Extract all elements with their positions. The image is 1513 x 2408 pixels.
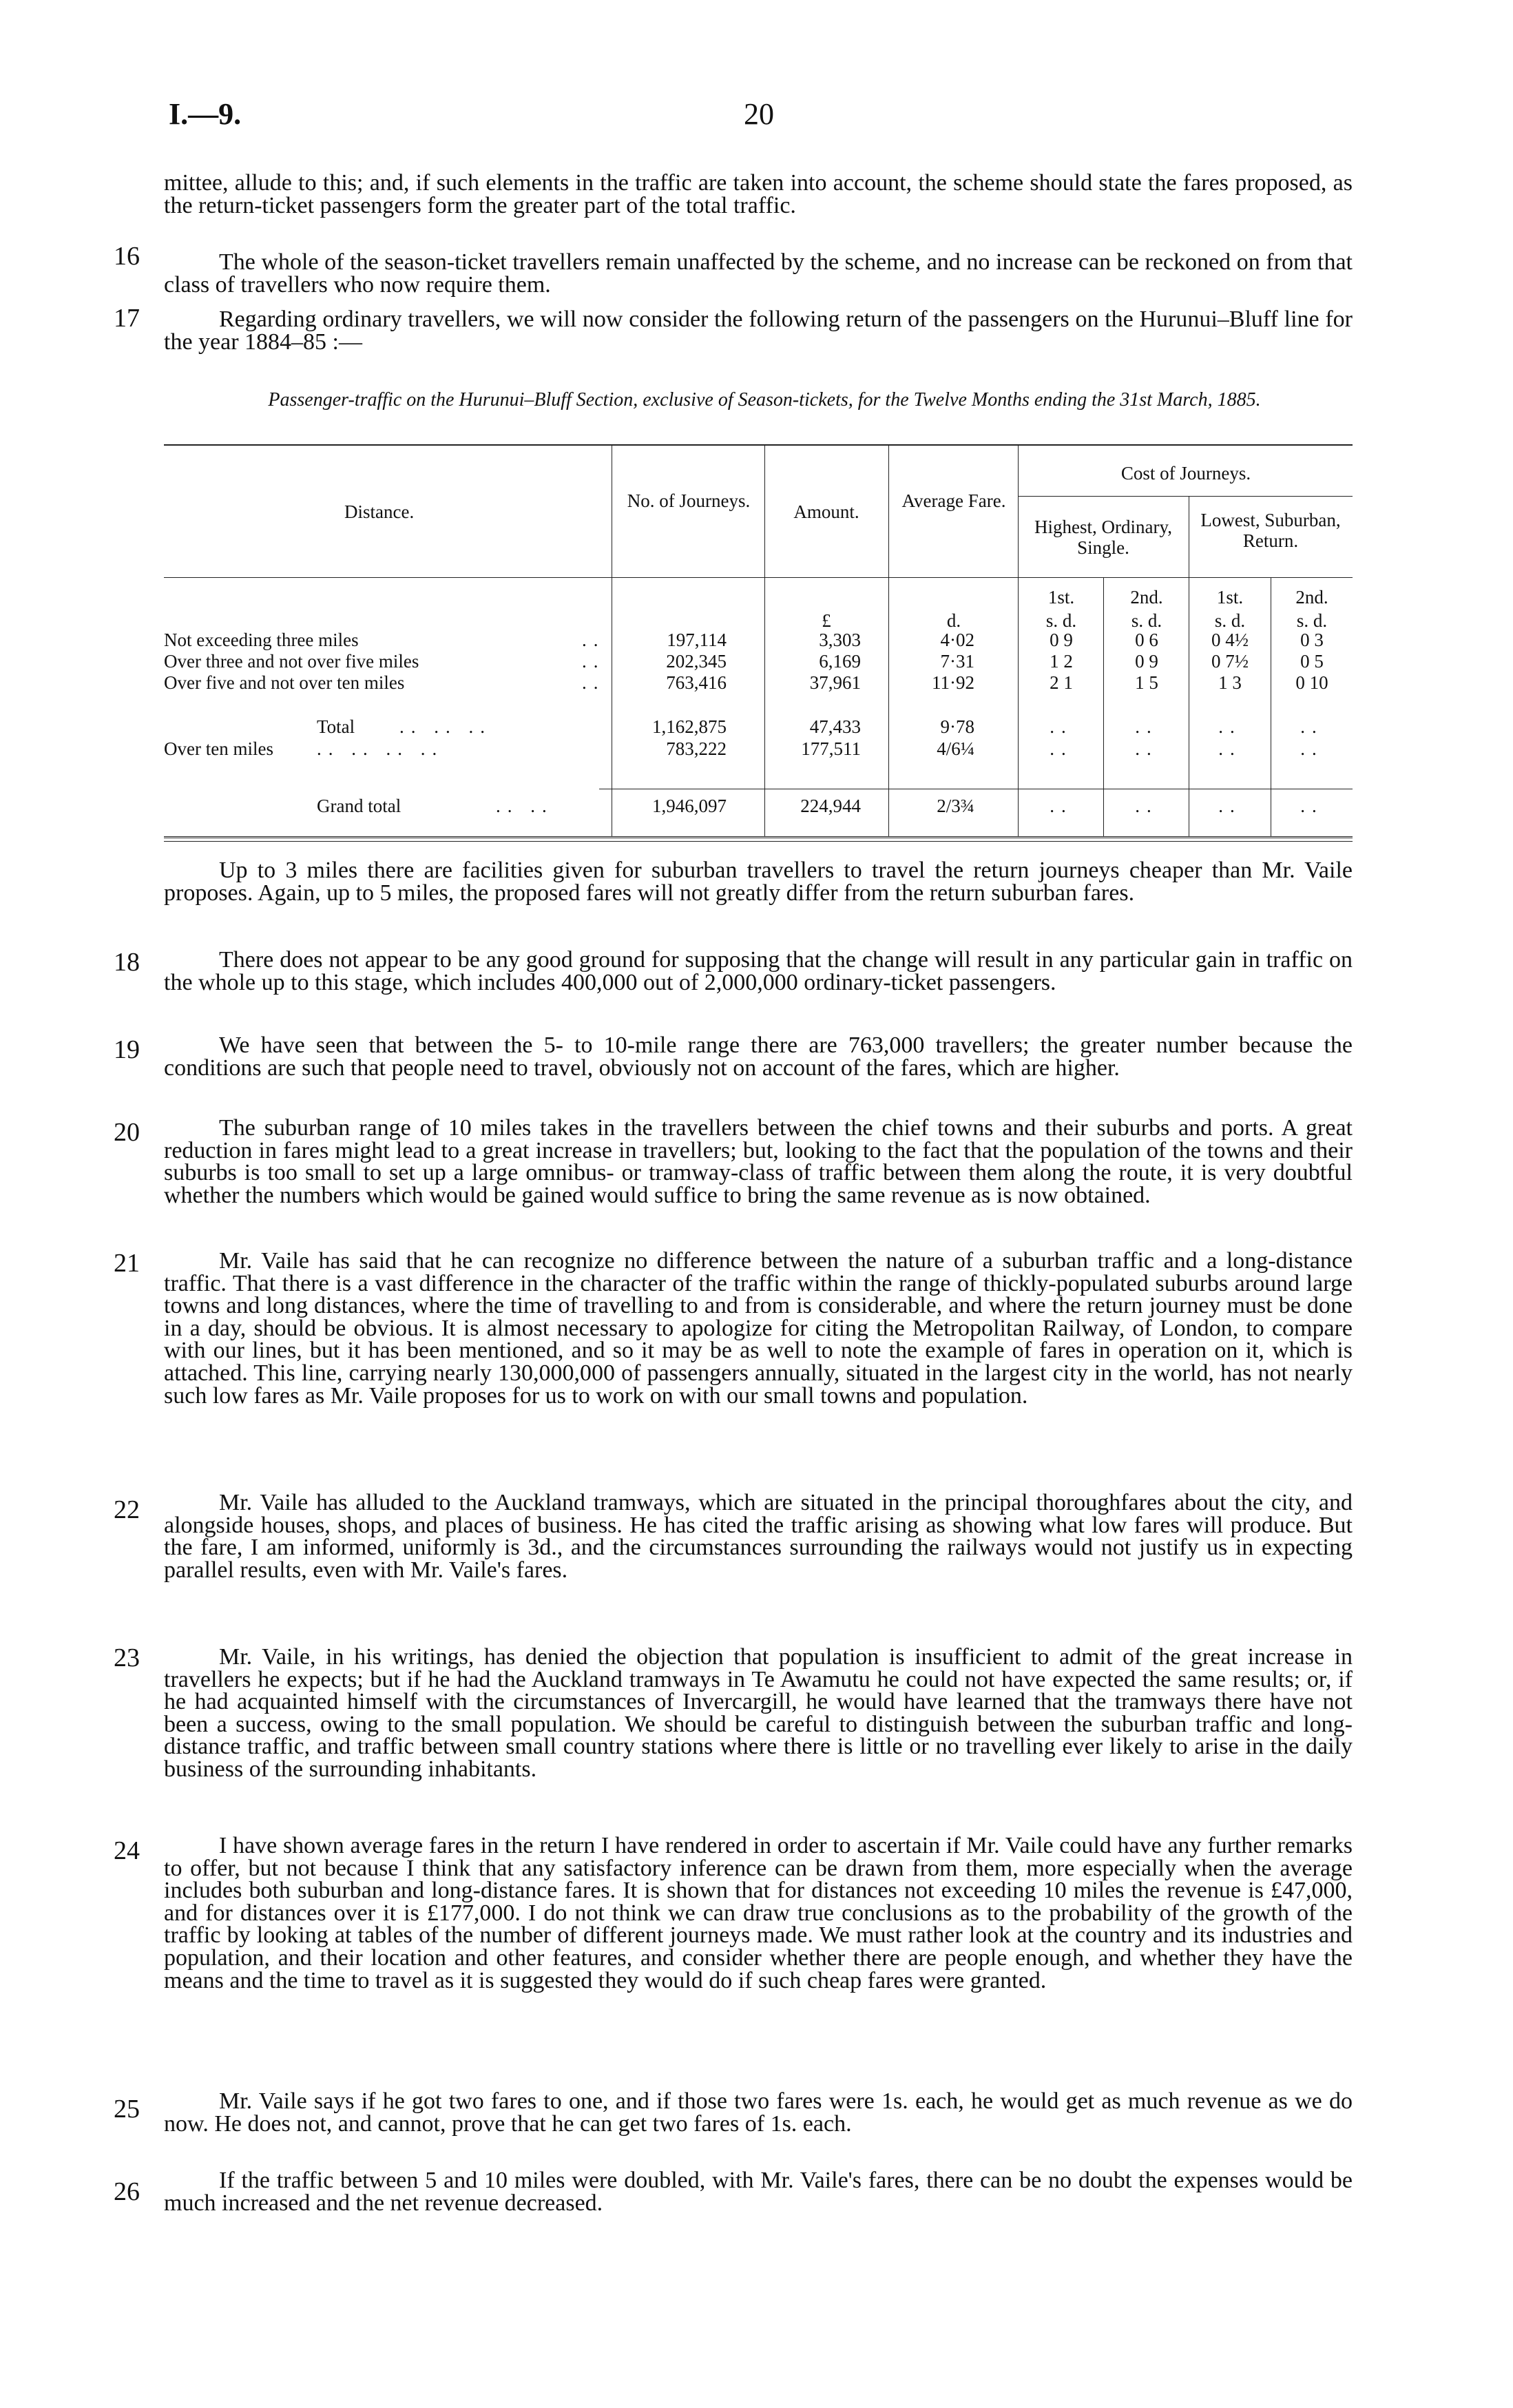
paragraph-18: [164, 949, 1353, 994]
header-first-class: 1st.: [1216, 587, 1244, 608]
paragraph-text: mittee, allude to this; and, if such elements in the traffic are taken into account, the scheme should state the fares proposed, as the return-ticket passengers form the greater part of the total traffic.: [164, 170, 1353, 218]
table-column-divider: [888, 444, 889, 837]
header-lowest: Lowest, Suburban, Return.: [1200, 510, 1341, 551]
cell-journeys: 1,162,875: [652, 716, 727, 737]
row-label: Over ten miles: [164, 738, 273, 759]
leader-dots: .. .. ..: [399, 716, 492, 737]
paragraph-number: 26: [114, 2177, 140, 2206]
paragraph-17: [164, 309, 1353, 353]
paragraph-number: 23: [114, 1643, 140, 1672]
cell-lowest-2nd: 0 5: [1300, 651, 1324, 672]
page-number: 20: [744, 97, 774, 131]
cell-highest-1st: 0 9: [1050, 630, 1073, 650]
cell-journeys: 202,345: [666, 651, 727, 672]
cell-journeys: 1,946,097: [652, 796, 727, 816]
cell-journeys: 783,222: [666, 738, 727, 759]
unit-sd: s. d.: [1045, 610, 1077, 631]
cell-amount: 3,303: [819, 630, 861, 650]
row-label: Grand total: [317, 796, 401, 816]
cell-journeys: 197,114: [667, 630, 727, 650]
cell-average: 2/3¾: [937, 796, 974, 816]
cost-header-rule: [1018, 496, 1353, 497]
cell-empty: ..: [1218, 738, 1242, 759]
paragraph-number: 25: [114, 2095, 140, 2124]
cell-empty: ..: [1300, 796, 1324, 816]
header-first-class: 1st.: [1047, 587, 1075, 608]
paragraph-16: [164, 251, 1353, 296]
cell-amount: 224,944: [800, 796, 861, 816]
cell-amount: 37,961: [809, 672, 861, 693]
paragraph-17-cont: [164, 860, 1353, 904]
paragraph-text: Mr. Vaile, in his writings, has denied the objection that population is insufficient to admit of the great increase in travellers he expects; but if he had the Auckland tramways in Te Awamutu he could not have expected the same results; or, if he had acquainted himself with the circumstances of Invercargill, he would have learned that the tramways there have not been a success, owing to the small population. We should be careful to distinguish between the suburban traffic and long-distance traffic, and traffic between small country stations where there is little or no travelling ever likely to arise in the daily business of the surrounding inhabitants.: [164, 1644, 1353, 1782]
paragraph-number: 21: [114, 1249, 140, 1278]
header-cost-of-journeys: Cost of Journeys.: [1120, 463, 1251, 484]
paragraph-26: [164, 2170, 1353, 2214]
paragraph-number: 20: [114, 1118, 140, 1147]
cell-empty: ..: [1135, 716, 1158, 737]
paragraph-25: [164, 2090, 1353, 2135]
paragraph-text: We have seen that between the 5- to 10-mile range there are 763,000 travellers; the greater number because the conditions are such that people need to travel, obviously not on account of the fares, which are higher.: [164, 1032, 1353, 1081]
paragraph-text: Mr. Vaile has said that he can recognize no difference between the nature of a suburban traffic and a long-distance traffic. That there is a vast difference in the character of the traffic within the range of thickly-populated suburbs around large towns and long distances, where the time of travelling to and from is considerable, and where the return journey must be done in a day, should be obvious. It is almost necessary to apologize for citing the Metropolitan Railway, of London, to compare with our lines, but it has been mentioned, and so it may be as well to note the example of fares in operation on it, which is attached. This line, carrying nearly 130,000,000 of passengers annually, situated in the largest city in the world, has not nearly such low fares as Mr. Vaile proposes for us to work on with our small towns and population.: [164, 1248, 1353, 1409]
series-code: I.—9.: [169, 97, 242, 131]
cell-highest-2nd: 1 5: [1135, 672, 1158, 693]
cell-highest-1st: 2 1: [1050, 672, 1073, 693]
cell-lowest-2nd: 0 3: [1300, 630, 1324, 650]
header-distance: Distance.: [344, 501, 415, 522]
leader-dots: ..: [582, 630, 605, 650]
unit-sd: s. d.: [1131, 610, 1162, 631]
paragraph-number: 17: [114, 304, 140, 333]
header-journeys: No. of Journeys.: [627, 490, 751, 511]
paragraph-text: I have shown average fares in the return I have rendered in order to ascertain if Mr. Vaile could have any further remarks to offer, but not because I think that any satisfactory inference can be drawn from them, more especially when the average includes both suburban and long-distance fares. It is shown that for distances not exceeding 10 miles the revenue is £47,000, and for distances over it is £177,000. I do not think we can draw true conclusions as to the probability of the growth of the traffic by looking at tables of the number of different journeys made. We must rather look at the country and its industries and population, and their location and other features, and consider whether there are people enough, and whether they have the means and the time to travel as it is suggested they would do if such cheap fares were granted.: [164, 1833, 1353, 1993]
unit-sd: s. d.: [1214, 610, 1246, 631]
unit-pence: d.: [946, 610, 961, 631]
cell-average: 11·92: [932, 672, 974, 693]
cell-average: 9·78: [940, 716, 974, 737]
paragraph-number: 18: [114, 948, 140, 977]
cell-highest-1st: 1 2: [1050, 651, 1073, 672]
paragraph-number: 22: [114, 1495, 140, 1524]
leader-dots: ..: [582, 651, 605, 672]
table-header-rule: [164, 577, 1353, 578]
paragraph-number: 19: [114, 1035, 140, 1064]
cell-lowest-1st: 1 3: [1218, 672, 1242, 693]
cell-empty: ..: [1135, 738, 1158, 759]
cell-empty: ..: [1300, 716, 1324, 737]
header-highest: Highest, Ordinary, Single.: [1034, 517, 1172, 558]
paragraph-number: 16: [114, 242, 140, 271]
row-label: Not exceeding three miles: [164, 630, 359, 650]
row-label: Over three and not over five miles: [164, 651, 419, 672]
row-label: Over five and not over ten miles: [164, 672, 405, 693]
paragraph-text: Mr. Vaile says if he got two fares to one, and if those two fares were 1s. each, he would get as much revenue as we do now. He does not, and cannot, prove that he can get two fares of 1s. each.: [164, 2088, 1353, 2137]
cell-empty: ..: [1135, 796, 1158, 816]
paragraph-20: [164, 1117, 1353, 1207]
leader-dots: ..: [582, 672, 605, 693]
paragraph-text: If the traffic between 5 and 10 miles were doubled, with Mr. Vaile's fares, there can be no doubt the expenses would be much increased and the net revenue decreased.: [164, 2168, 1353, 2216]
unit-pounds: £: [822, 610, 831, 631]
cell-lowest-2nd: 0 10: [1295, 672, 1328, 693]
cell-empty: ..: [1050, 738, 1073, 759]
cell-empty: ..: [1218, 716, 1242, 737]
paragraph-text: The whole of the season-ticket travellers remain unaffected by the scheme, and no increase can be reckoned on from that class of travellers who now require them.: [164, 249, 1353, 298]
table-column-divider: [764, 444, 765, 837]
paragraph-text: There does not appear to be any good ground for supposing that the change will result in any particular gain in traffic on the whole up to this stage, which includes 400,000 out of 2,000,000 ordinary-ticket passengers.: [164, 947, 1353, 995]
paragraph-text: The suburban range of 10 miles takes in the travellers between the chief towns and their suburbs and ports. A great reduction in fares might lead to a great increase in travellers; but, looking to the fact that the population of the towns and their suburbs is too small to set up a large omnibus- or tramway-class of traffic between them along the route, it is very doubtful whether the numbers which would be gained would suffice to bring the same revenue as is now obtained.: [164, 1115, 1353, 1208]
paragraph-continued: [164, 172, 1353, 217]
cell-empty: ..: [1050, 716, 1073, 737]
cell-average: 7·31: [940, 651, 974, 672]
paragraph-text: Mr. Vaile has alluded to the Auckland tramways, which are situated in the principal thoroughfares about the city, and alongside houses, shops, and places of business. He has cited the traffic arising as showing what low fares will produce. But the fare, I am informed, uniformly is 3d., and the circumstances surrounding the railways would not justify us in expecting parallel results, even with Mr. Vaile's fares.: [164, 1490, 1353, 1583]
cell-highest-2nd: 0 6: [1135, 630, 1158, 650]
table-column-divider: [1103, 577, 1104, 837]
cell-amount: 47,433: [809, 716, 861, 737]
cell-lowest-1st: 0 4½: [1211, 630, 1249, 650]
header-second-class: 2nd.: [1130, 587, 1163, 608]
header-average-fare: Average Fare.: [901, 490, 1006, 511]
header-second-class: 2nd.: [1295, 587, 1328, 608]
cell-empty: ..: [1050, 796, 1073, 816]
row-label: Total: [317, 716, 355, 737]
table-bottom-rule: [164, 836, 1353, 842]
paragraph-22: [164, 1492, 1353, 1581]
table-column-divider: [1018, 444, 1019, 837]
paragraph-number: 24: [114, 1836, 140, 1865]
paragraph-19: [164, 1032, 1353, 1081]
cell-amount: 177,511: [801, 738, 861, 759]
cell-average: 4·02: [940, 630, 974, 650]
paragraph-24: [164, 1835, 1353, 1992]
table-caption: Passenger-traffic on the Hurunui–Bluff Section, exclusive of Season-tickets, for the Twelve Months ending the 31st March, 1885.: [268, 389, 1261, 411]
table-top-rule: [164, 444, 1353, 446]
leader-dots: .. ..: [496, 796, 554, 816]
leader-dots: .. .. .. ..: [317, 738, 444, 759]
cell-average: 4/6¼: [937, 738, 974, 759]
unit-sd: s. d.: [1296, 610, 1328, 631]
cell-empty: ..: [1300, 738, 1324, 759]
paragraph-23: [164, 1646, 1353, 1781]
paragraph-text: Up to 3 miles there are facilities given for suburban travellers to travel the return journeys cheaper than Mr. Vaile proposes. Again, up to 5 miles, the proposed fares will not greatly differ from the return suburban fares.: [164, 858, 1353, 906]
header-amount: Amount.: [793, 501, 859, 522]
paragraph-21: [164, 1250, 1353, 1407]
cell-empty: ..: [1218, 796, 1242, 816]
cell-amount: 6,169: [819, 651, 861, 672]
cell-lowest-1st: 0 7½: [1211, 651, 1249, 672]
paragraph-text: Regarding ordinary travellers, we will now consider the following return of the passengers on the Hurunui–Bluff line for the year 1884–85 :—: [164, 307, 1353, 355]
cell-highest-2nd: 0 9: [1135, 651, 1158, 672]
cell-journeys: 763,416: [666, 672, 727, 693]
